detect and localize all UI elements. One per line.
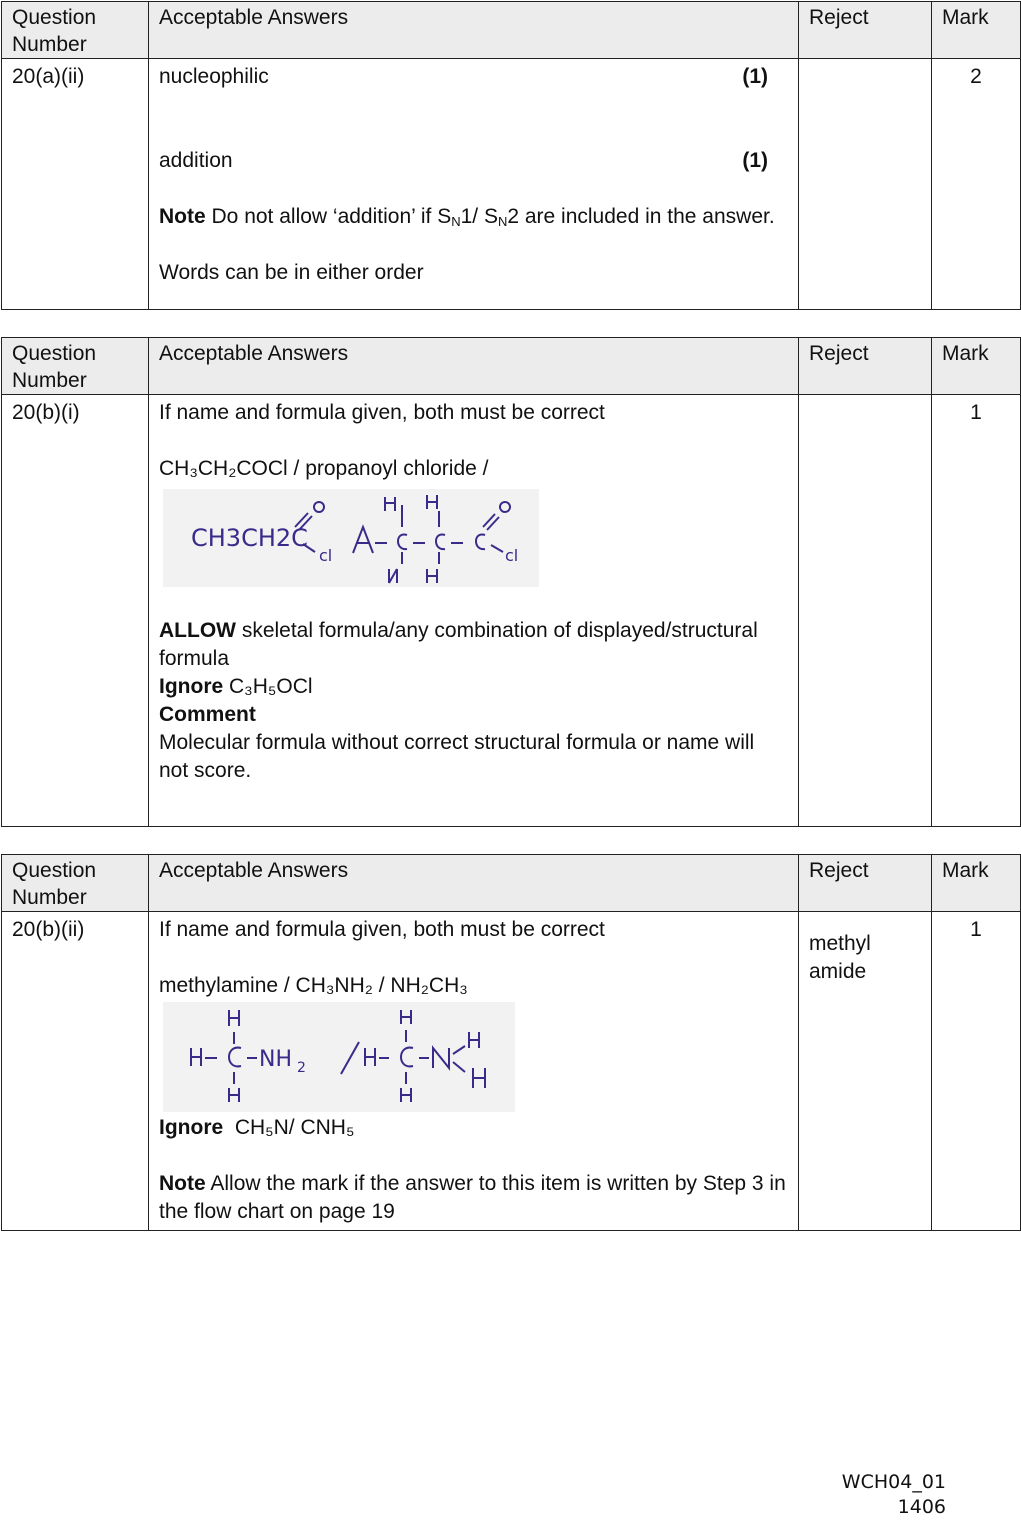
mark-cell: 1 (932, 912, 1021, 1231)
note: Note Do not allow ‘addition’ if $S_N1/$ $S_N2$ are included in the answer. (159, 205, 775, 229)
note: Note Allow the mark if the answer to this item is written by Step 3 in the flow chart on page 19 (159, 1172, 786, 1223)
handwritten-structures-image (163, 489, 539, 587)
answer-point: addition (1) (159, 149, 768, 172)
markscheme-table-20b-i (1, 337, 1021, 827)
formula-line: CH₃CH₂COCl / propanoyl chloride / (159, 457, 489, 480)
header-reject: Reject (799, 338, 932, 395)
markscheme-table-20a-ii (1, 1, 1021, 310)
svg-text:2: 2 (297, 1060, 306, 1076)
intro: If name and formula given, both must be correct (159, 918, 605, 941)
header-acceptable-answers: Acceptable Answers (149, 2, 799, 59)
order-note: Words can be in either order (159, 261, 424, 284)
reject-cell (799, 912, 932, 1231)
header-reject: Reject (799, 2, 932, 59)
page-footer (842, 1470, 946, 1520)
ignore-note: Ignore C₃H₅OCl (159, 675, 313, 698)
question-number: 20(a)(ii) (2, 59, 149, 310)
mark-cell: 2 (932, 59, 1021, 310)
header-mark: Mark (932, 2, 1021, 59)
reject-cell (799, 395, 932, 827)
svg-text:cl: cl (319, 546, 333, 565)
allow-note: ALLOW skeletal formula/any combination of displayed/structural formula (159, 619, 758, 670)
markscheme-table-20b-ii (1, 854, 1021, 1231)
acceptable-answers-cell (149, 912, 799, 1231)
svg-text:cl: cl (505, 546, 519, 565)
header-question-number: Question Number (2, 855, 149, 912)
header-question-number: Question Number (2, 338, 149, 395)
mark-cell: 1 (932, 395, 1021, 827)
question-number: 20(b)(ii) (2, 912, 149, 1231)
comment-label: Comment (159, 703, 256, 726)
svg-text:NH: NH (259, 1047, 292, 1072)
formula-line: methylamine / CH₃NH₂ / NH₂CH₃ (159, 974, 468, 997)
header-question-number: Question Number (2, 2, 149, 59)
intro: If name and formula given, both must be correct (159, 401, 605, 424)
acceptable-answers-cell (149, 395, 799, 827)
header-mark: Mark (932, 855, 1021, 912)
header-reject: Reject (799, 855, 932, 912)
reject-text: methyl amide (809, 932, 871, 983)
svg-text:CH3CH2C: CH3CH2C (191, 524, 308, 552)
exam-session: 1406 (897, 1496, 946, 1518)
header-acceptable-answers: Acceptable Answers (149, 338, 799, 395)
question-number: 20(b)(i) (2, 395, 149, 827)
comment-text: Molecular formula without correct structural formula or name will not score. (159, 731, 755, 782)
reject-cell (799, 59, 932, 310)
answer-point: nucleophilic (1) (159, 65, 768, 88)
paper-code: WCH04_01 (841, 1471, 946, 1493)
header-mark: Mark (932, 338, 1021, 395)
acceptable-answers-cell (149, 59, 799, 310)
header-acceptable-answers: Acceptable Answers (149, 855, 799, 912)
handwritten-methylamine-image (163, 1002, 515, 1112)
ignore-note: Ignore CH₅N/ CNH₅ (159, 1116, 355, 1139)
